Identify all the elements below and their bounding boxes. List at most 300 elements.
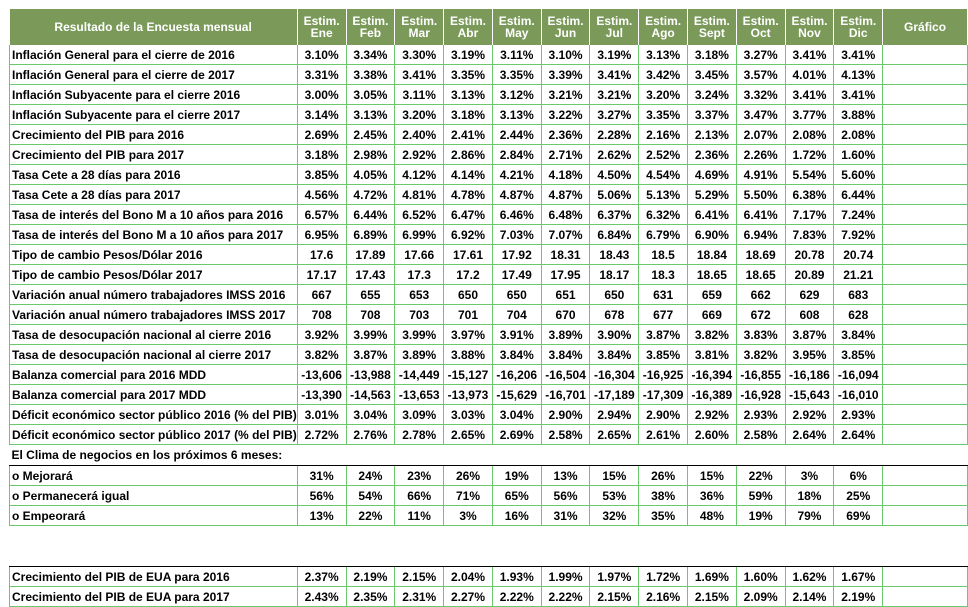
table-row xyxy=(10,45,968,65)
value-cell: 3.12% xyxy=(492,85,541,105)
value-cell: 2.78% xyxy=(395,425,444,445)
value-cell: 4.18% xyxy=(541,165,590,185)
spacer-cell xyxy=(10,526,968,547)
row-label: Tasa Cete a 28 días para 2016 xyxy=(10,165,298,185)
value-cell: 3.14% xyxy=(297,105,346,125)
value-cell: 1.99% xyxy=(541,567,590,587)
grafico-cell xyxy=(883,225,968,245)
grafico-cell xyxy=(883,185,968,205)
value-cell: 7.03% xyxy=(492,225,541,245)
eua-row xyxy=(10,567,968,587)
value-cell: 6.89% xyxy=(346,225,395,245)
value-cell: 7.83% xyxy=(785,225,834,245)
table-row xyxy=(10,265,968,285)
value-cell: -17,309 xyxy=(639,385,688,405)
value-cell: 17.49 xyxy=(492,265,541,285)
row-label: Tasa de interés del Bono M a 10 años para 2017 xyxy=(10,225,298,245)
table-row xyxy=(10,325,968,345)
value-cell: 2.92% xyxy=(688,405,737,425)
value-cell: 3.13% xyxy=(346,105,395,125)
value-cell: -15,127 xyxy=(444,365,493,385)
value-cell: 3.41% xyxy=(834,45,883,65)
value-cell: 3.85% xyxy=(639,345,688,365)
value-cell: -16,010 xyxy=(834,385,883,405)
table-row xyxy=(10,145,968,165)
value-cell: 2.76% xyxy=(346,425,395,445)
value-cell: 25% xyxy=(834,486,883,506)
value-cell: 18.65 xyxy=(688,265,737,285)
value-cell: 5.29% xyxy=(688,185,737,205)
value-cell: 3.19% xyxy=(590,45,639,65)
value-cell: 3.41% xyxy=(785,45,834,65)
value-cell: 3.85% xyxy=(834,345,883,365)
value-cell: -16,389 xyxy=(688,385,737,405)
value-cell: 3.89% xyxy=(541,325,590,345)
grafico-cell xyxy=(883,65,968,85)
value-cell: 7.17% xyxy=(785,205,834,225)
clima-row xyxy=(10,486,968,506)
value-cell: 3.19% xyxy=(444,45,493,65)
spacer-row xyxy=(10,526,968,547)
value-cell: 2.41% xyxy=(444,125,493,145)
grafico-cell xyxy=(883,385,968,405)
value-cell: 4.13% xyxy=(834,65,883,85)
value-cell: 2.45% xyxy=(346,125,395,145)
value-cell: -16,701 xyxy=(541,385,590,405)
value-cell: 31% xyxy=(541,506,590,526)
value-cell: -16,394 xyxy=(688,365,737,385)
value-cell: 3.31% xyxy=(297,65,346,85)
value-cell: 1.67% xyxy=(834,567,883,587)
header-month-jun: Estim. Jun xyxy=(541,9,590,45)
spacer-cell xyxy=(10,546,968,567)
value-cell: 3.10% xyxy=(297,45,346,65)
value-cell: 3.91% xyxy=(492,325,541,345)
grafico-cell xyxy=(883,165,968,185)
value-cell: 17.43 xyxy=(346,265,395,285)
row-label: Tasa de desocupación nacional al cierre 2017 xyxy=(10,345,298,365)
value-cell: 18.84 xyxy=(688,245,737,265)
value-cell: 22% xyxy=(346,506,395,526)
value-cell: 2.90% xyxy=(541,405,590,425)
value-cell: -16,855 xyxy=(736,365,785,385)
value-cell: 6.79% xyxy=(639,225,688,245)
value-cell: 628 xyxy=(834,305,883,325)
value-cell: 3.13% xyxy=(444,85,493,105)
value-cell: 17.66 xyxy=(395,245,444,265)
value-cell: 3.34% xyxy=(346,45,395,65)
table-row xyxy=(10,285,968,305)
value-cell: 20.78 xyxy=(785,245,834,265)
value-cell: 2.27% xyxy=(444,587,493,607)
table-row xyxy=(10,165,968,185)
value-cell: 6.57% xyxy=(297,205,346,225)
value-cell: 17.89 xyxy=(346,245,395,265)
value-cell: 6.94% xyxy=(736,225,785,245)
value-cell: 2.84% xyxy=(492,145,541,165)
value-cell: 2.71% xyxy=(541,145,590,165)
value-cell: 54% xyxy=(346,486,395,506)
clima-title-row xyxy=(10,445,968,466)
value-cell: 24% xyxy=(346,466,395,486)
row-label: Déficit económico sector público 2017 (% del PIB) xyxy=(10,425,298,445)
value-cell: 19% xyxy=(736,506,785,526)
clima-row xyxy=(10,506,968,526)
value-cell: 65% xyxy=(492,486,541,506)
value-cell: 683 xyxy=(834,285,883,305)
grafico-cell xyxy=(883,466,968,486)
value-cell: 36% xyxy=(688,486,737,506)
value-cell: 3.97% xyxy=(444,325,493,345)
grafico-cell xyxy=(883,405,968,425)
value-cell: 13% xyxy=(541,466,590,486)
value-cell: 3.32% xyxy=(736,85,785,105)
value-cell: 662 xyxy=(736,285,785,305)
value-cell: 1.60% xyxy=(834,145,883,165)
survey-table-container xyxy=(9,9,968,607)
value-cell: 3.21% xyxy=(541,85,590,105)
value-cell: -15,629 xyxy=(492,385,541,405)
value-cell: 1.60% xyxy=(736,567,785,587)
value-cell: 670 xyxy=(541,305,590,325)
value-cell: -14,449 xyxy=(395,365,444,385)
value-cell: 2.98% xyxy=(346,145,395,165)
value-cell: 1.72% xyxy=(639,567,688,587)
header-month-sept: Estim. Sept xyxy=(688,9,737,45)
header-grafico: Gráfico xyxy=(883,9,968,45)
value-cell: 3.87% xyxy=(346,345,395,365)
value-cell: 2.90% xyxy=(639,405,688,425)
value-cell: 667 xyxy=(297,285,346,305)
table-row xyxy=(10,125,968,145)
value-cell: 2.58% xyxy=(736,425,785,445)
value-cell: 17.2 xyxy=(444,265,493,285)
grafico-cell xyxy=(883,425,968,445)
value-cell: 4.05% xyxy=(346,165,395,185)
value-cell: 26% xyxy=(639,466,688,486)
value-cell: 3.00% xyxy=(297,85,346,105)
value-cell: 3.89% xyxy=(395,345,444,365)
value-cell: 4.21% xyxy=(492,165,541,185)
value-cell: -16,925 xyxy=(639,365,688,385)
value-cell: 16% xyxy=(492,506,541,526)
value-cell: 629 xyxy=(785,285,834,305)
value-cell: 2.52% xyxy=(639,145,688,165)
value-cell: 3.99% xyxy=(346,325,395,345)
grafico-cell xyxy=(883,345,968,365)
value-cell: 3.81% xyxy=(688,345,737,365)
value-cell: 3.82% xyxy=(297,345,346,365)
grafico-cell xyxy=(883,125,968,145)
value-cell: 6.90% xyxy=(688,225,737,245)
value-cell: 2.09% xyxy=(736,587,785,607)
value-cell: 5.54% xyxy=(785,165,834,185)
value-cell: 2.14% xyxy=(785,587,834,607)
value-cell: -16,928 xyxy=(736,385,785,405)
value-cell: 608 xyxy=(785,305,834,325)
row-label: Inflación Subyacente para el cierre 2016 xyxy=(10,85,298,105)
value-cell: 1.69% xyxy=(688,567,737,587)
value-cell: 7.92% xyxy=(834,225,883,245)
value-cell: 3.41% xyxy=(785,85,834,105)
header-month-ago: Estim. Ago xyxy=(639,9,688,45)
value-cell: 3.18% xyxy=(688,45,737,65)
survey-table xyxy=(9,9,968,607)
value-cell: 11% xyxy=(395,506,444,526)
value-cell: 3.20% xyxy=(639,85,688,105)
value-cell: 18.69 xyxy=(736,245,785,265)
value-cell: 6.92% xyxy=(444,225,493,245)
value-cell: -15,643 xyxy=(785,385,834,405)
value-cell: 17.95 xyxy=(541,265,590,285)
value-cell: 701 xyxy=(444,305,493,325)
value-cell: 3.27% xyxy=(590,105,639,125)
value-cell: 650 xyxy=(590,285,639,305)
grafico-cell xyxy=(883,506,968,526)
header-month-nov: Estim. Nov xyxy=(785,9,834,45)
value-cell: 2.40% xyxy=(395,125,444,145)
value-cell: 6.41% xyxy=(688,205,737,225)
spacer-row xyxy=(10,546,968,567)
value-cell: 650 xyxy=(492,285,541,305)
value-cell: 48% xyxy=(688,506,737,526)
value-cell: 7.07% xyxy=(541,225,590,245)
value-cell: 2.60% xyxy=(688,425,737,445)
value-cell: 6.44% xyxy=(834,185,883,205)
value-cell: 6.99% xyxy=(395,225,444,245)
value-cell: 3.04% xyxy=(346,405,395,425)
value-cell: 6.95% xyxy=(297,225,346,245)
value-cell: 17.17 xyxy=(297,265,346,285)
table-row xyxy=(10,345,968,365)
row-label: o Mejorará xyxy=(10,466,298,486)
value-cell: 2.92% xyxy=(395,145,444,165)
table-row xyxy=(10,65,968,85)
value-cell: 6.41% xyxy=(736,205,785,225)
value-cell: 631 xyxy=(639,285,688,305)
value-cell: 2.15% xyxy=(688,587,737,607)
value-cell: 4.12% xyxy=(395,165,444,185)
table-row xyxy=(10,245,968,265)
value-cell: 3.09% xyxy=(395,405,444,425)
grafico-cell xyxy=(883,105,968,125)
value-cell: 17.3 xyxy=(395,265,444,285)
value-cell: 18.17 xyxy=(590,265,639,285)
value-cell: 2.16% xyxy=(639,125,688,145)
row-label: o Empeorará xyxy=(10,506,298,526)
value-cell: -16,094 xyxy=(834,365,883,385)
value-cell: 3.99% xyxy=(395,325,444,345)
value-cell: 4.87% xyxy=(541,185,590,205)
value-cell: 2.28% xyxy=(590,125,639,145)
value-cell: 13% xyxy=(297,506,346,526)
value-cell: 677 xyxy=(639,305,688,325)
value-cell: 3.13% xyxy=(492,105,541,125)
grafico-cell xyxy=(883,486,968,506)
row-label: Tasa Cete a 28 días para 2017 xyxy=(10,185,298,205)
grafico-cell xyxy=(883,85,968,105)
value-cell: 3.57% xyxy=(736,65,785,85)
value-cell: 3.11% xyxy=(395,85,444,105)
value-cell: 3.38% xyxy=(346,65,395,85)
row-label: Balanza comercial para 2016 MDD xyxy=(10,365,298,385)
row-label: Tasa de desocupación nacional al cierre 2016 xyxy=(10,325,298,345)
row-label: Inflación Subyacente para el cierre 2017 xyxy=(10,105,298,125)
value-cell: -17,189 xyxy=(590,385,639,405)
value-cell: 3.41% xyxy=(834,85,883,105)
row-label: Tasa de interés del Bono M a 10 años para 2016 xyxy=(10,205,298,225)
value-cell: 66% xyxy=(395,486,444,506)
header-month-mar: Estim. Mar xyxy=(395,9,444,45)
row-label: Inflación General para el cierre de 2017 xyxy=(10,65,298,85)
value-cell: 3.35% xyxy=(492,65,541,85)
value-cell: 22% xyxy=(736,466,785,486)
value-cell: 6.47% xyxy=(444,205,493,225)
value-cell: 3.01% xyxy=(297,405,346,425)
value-cell: 651 xyxy=(541,285,590,305)
value-cell: 4.14% xyxy=(444,165,493,185)
value-cell: 669 xyxy=(688,305,737,325)
value-cell: 3.84% xyxy=(590,345,639,365)
value-cell: 1.72% xyxy=(785,145,834,165)
value-cell: 4.01% xyxy=(785,65,834,85)
value-cell: 7.24% xyxy=(834,205,883,225)
value-cell: 4.87% xyxy=(492,185,541,205)
value-cell: 6.37% xyxy=(590,205,639,225)
value-cell: 79% xyxy=(785,506,834,526)
value-cell: 6.44% xyxy=(346,205,395,225)
table-row xyxy=(10,85,968,105)
value-cell: 15% xyxy=(688,466,737,486)
header-title: Resultado de la Encuesta mensual xyxy=(10,9,298,45)
value-cell: 1.93% xyxy=(492,567,541,587)
table-row xyxy=(10,405,968,425)
table-row xyxy=(10,365,968,385)
value-cell: 1.62% xyxy=(785,567,834,587)
value-cell: 3.84% xyxy=(834,325,883,345)
value-cell: 3.11% xyxy=(492,45,541,65)
value-cell: -16,186 xyxy=(785,365,834,385)
value-cell: 2.93% xyxy=(736,405,785,425)
value-cell: 2.64% xyxy=(834,425,883,445)
value-cell: 4.81% xyxy=(395,185,444,205)
value-cell: 2.65% xyxy=(444,425,493,445)
value-cell: 2.36% xyxy=(541,125,590,145)
table-row xyxy=(10,185,968,205)
value-cell: 18% xyxy=(785,486,834,506)
value-cell: 15% xyxy=(590,466,639,486)
header-month-abr: Estim. Abr xyxy=(444,9,493,45)
value-cell: 26% xyxy=(444,466,493,486)
value-cell: 6.32% xyxy=(639,205,688,225)
value-cell: 3.45% xyxy=(688,65,737,85)
value-cell: 2.22% xyxy=(492,587,541,607)
value-cell: 6% xyxy=(834,466,883,486)
value-cell: 4.78% xyxy=(444,185,493,205)
value-cell: 3.13% xyxy=(639,45,688,65)
value-cell: 31% xyxy=(297,466,346,486)
value-cell: 18.31 xyxy=(541,245,590,265)
grafico-cell xyxy=(883,305,968,325)
value-cell: 2.16% xyxy=(639,587,688,607)
value-cell: 2.08% xyxy=(834,125,883,145)
value-cell: 3.10% xyxy=(541,45,590,65)
value-cell: 6.48% xyxy=(541,205,590,225)
value-cell: 704 xyxy=(492,305,541,325)
header-month-oct: Estim. Oct xyxy=(736,9,785,45)
value-cell: 3.42% xyxy=(639,65,688,85)
value-cell: 2.04% xyxy=(444,567,493,587)
value-cell: 17.61 xyxy=(444,245,493,265)
value-cell: 2.35% xyxy=(346,587,395,607)
value-cell: 3.03% xyxy=(444,405,493,425)
value-cell: 2.31% xyxy=(395,587,444,607)
value-cell: 3.24% xyxy=(688,85,737,105)
value-cell: 653 xyxy=(395,285,444,305)
grafico-cell xyxy=(883,245,968,265)
grafico-cell xyxy=(883,365,968,385)
value-cell: 3.21% xyxy=(590,85,639,105)
row-label: Crecimiento del PIB para 2016 xyxy=(10,125,298,145)
value-cell: 2.72% xyxy=(297,425,346,445)
header-month-feb: Estim. Feb xyxy=(346,9,395,45)
clima-row xyxy=(10,466,968,486)
value-cell: 21.21 xyxy=(834,265,883,285)
value-cell: -14,563 xyxy=(346,385,395,405)
value-cell: 3.30% xyxy=(395,45,444,65)
table-row xyxy=(10,105,968,125)
table-row xyxy=(10,385,968,405)
value-cell: 2.08% xyxy=(785,125,834,145)
value-cell: 5.50% xyxy=(736,185,785,205)
row-label: Balanza comercial para 2017 MDD xyxy=(10,385,298,405)
row-label: Crecimiento del PIB de EUA para 2017 xyxy=(10,587,298,607)
value-cell: 2.69% xyxy=(297,125,346,145)
value-cell: 3.84% xyxy=(541,345,590,365)
grafico-cell xyxy=(883,205,968,225)
value-cell: 678 xyxy=(590,305,639,325)
value-cell: 3.35% xyxy=(444,65,493,85)
value-cell: 18.65 xyxy=(736,265,785,285)
value-cell: 32% xyxy=(590,506,639,526)
value-cell: 2.65% xyxy=(590,425,639,445)
header-month-may: Estim. May xyxy=(492,9,541,45)
value-cell: 20.74 xyxy=(834,245,883,265)
value-cell: 56% xyxy=(541,486,590,506)
value-cell: 4.54% xyxy=(639,165,688,185)
value-cell: 3.85% xyxy=(297,165,346,185)
row-label: Variación anual número trabajadores IMSS 2016 xyxy=(10,285,298,305)
value-cell: 18.43 xyxy=(590,245,639,265)
value-cell: 6.84% xyxy=(590,225,639,245)
survey-table-body xyxy=(10,45,968,607)
value-cell: 56% xyxy=(297,486,346,506)
value-cell: 3.18% xyxy=(297,145,346,165)
value-cell: 2.13% xyxy=(688,125,737,145)
value-cell: 69% xyxy=(834,506,883,526)
value-cell: 672 xyxy=(736,305,785,325)
value-cell: 2.19% xyxy=(346,567,395,587)
value-cell: 655 xyxy=(346,285,395,305)
value-cell: 3.39% xyxy=(541,65,590,85)
value-cell: 53% xyxy=(590,486,639,506)
value-cell: 6.52% xyxy=(395,205,444,225)
row-label: Variación anual número trabajadores IMSS 2017 xyxy=(10,305,298,325)
value-cell: 4.69% xyxy=(688,165,737,185)
value-cell: 2.15% xyxy=(395,567,444,587)
row-label: o Permanecerá igual xyxy=(10,486,298,506)
value-cell: 3.82% xyxy=(736,345,785,365)
